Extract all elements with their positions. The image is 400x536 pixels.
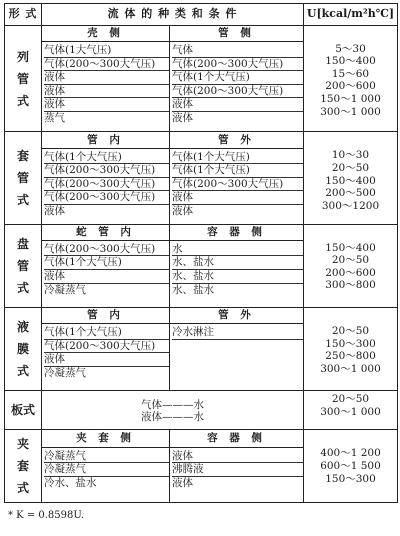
right-conditions [170, 41, 304, 132]
condition-line: 气体(1个大气压) [172, 71, 303, 85]
sub-left: 管 内 [42, 307, 170, 323]
condition-line: 气体(1大气压) [44, 44, 169, 58]
u-value: 300～1 000 [320, 105, 381, 118]
u-value: 300～1200 [321, 199, 380, 212]
condition-line: 液体 [172, 450, 303, 464]
condition-line [172, 352, 303, 365]
u-value: 200～500 [325, 187, 376, 200]
condition-line: 液体 [172, 477, 193, 490]
u-values [304, 391, 398, 430]
form-label [5, 132, 42, 224]
sub-right: 管 外 [170, 132, 304, 148]
condition-line: 气体 [172, 44, 303, 58]
footnote: * K = 0.8598U. [8, 510, 85, 521]
u-value: 150～400 [325, 174, 376, 187]
condition-line: 水 [172, 243, 303, 257]
left-conditions [42, 41, 170, 132]
u-values [304, 307, 398, 390]
condition-line: 蒸气 [44, 111, 65, 124]
condition-line: 气体(1个大气压) [44, 256, 169, 270]
form-text: 盘 管 式 [16, 236, 29, 295]
u-value: 5～30 [335, 42, 366, 55]
u-value: 150～400 [325, 55, 376, 68]
u-value: 300～1 000 [320, 362, 381, 375]
condition-line: 水、盐水 [172, 283, 214, 296]
u-value: 15～60 [331, 67, 370, 80]
condition-line: 气体(1个大气压) [172, 164, 303, 178]
left-conditions [42, 447, 170, 502]
sub-right: 管 外 [170, 307, 304, 323]
condition-line: 气体(1个大气压) [44, 326, 169, 340]
form-text: 液 膜 式 [16, 320, 29, 379]
condition-line: 沸腾液 [172, 463, 303, 477]
condition-line: 气体(200～300大气压) [44, 58, 169, 72]
header-row [5, 4, 398, 26]
heat-transfer-table [4, 3, 398, 503]
condition-line: 液体 [44, 270, 169, 284]
sub-left: 夹 套 侧 [42, 430, 170, 448]
condition-line: 冷凝蒸气 [44, 366, 86, 379]
u-value: 10～30 [331, 149, 370, 162]
condition-line [172, 340, 303, 353]
u-values [304, 430, 398, 503]
sub-right: 容 器 侧 [170, 430, 304, 448]
left-conditions [42, 148, 170, 224]
condition-line [172, 365, 303, 378]
section-subheader-row [5, 224, 398, 240]
condition-line: 冷凝蒸气 [44, 283, 86, 296]
u-value: 150～1 000 [320, 93, 381, 106]
form-text: 套 管 式 [16, 148, 29, 207]
u-value: 20～50 [331, 162, 370, 175]
sub-left: 管 内 [42, 132, 170, 148]
u-value: 400～1 200 [320, 447, 381, 460]
section-row [5, 391, 398, 430]
condition-line: 冷凝蒸气 [44, 450, 169, 464]
sub-left: 蛇 管 内 [42, 224, 170, 240]
u-value: 250～800 [325, 350, 376, 363]
section-subheader-row [5, 430, 398, 448]
plate-line: 液体———水 [141, 411, 204, 424]
u-value: 20～50 [331, 254, 370, 267]
form-text: 夹 套 式 [16, 437, 29, 496]
form-label [5, 307, 42, 390]
condition-line: 气体(1个大气压) [44, 151, 169, 165]
u-value: 20～50 [331, 324, 370, 337]
u-value: 300～800 [325, 279, 376, 292]
condition-line: 液体 [44, 85, 169, 99]
condition-line: 气体(200～300大气压) [44, 191, 169, 205]
plate-line: 气体———水 [141, 398, 204, 411]
condition-line: 气体(200～300大气压) [172, 85, 303, 99]
condition-line: 冷凝蒸气 [44, 463, 169, 477]
section-subheader-row [5, 132, 398, 148]
condition-line: 气体(200～300大气压) [44, 178, 169, 192]
plate-conditions [42, 391, 304, 430]
u-value: 150～300 [325, 472, 376, 485]
condition-line: 气体(200～300大气压) [172, 58, 303, 72]
header-form: 形 式 [5, 4, 42, 26]
sub-right: 管 侧 [170, 25, 304, 41]
condition-line: 液体 [172, 98, 303, 112]
sub-left: 壳 侧 [42, 25, 170, 41]
condition-line: 气体(200～300大气压) [44, 340, 169, 354]
u-value: 200～600 [325, 80, 376, 93]
section-subheader-row [5, 307, 398, 323]
left-conditions [42, 240, 170, 307]
left-conditions [42, 324, 170, 391]
u-value: 150～400 [325, 241, 376, 254]
form-text: 列 管 式 [16, 49, 29, 108]
u-values [304, 132, 398, 224]
u-value: 200～600 [325, 266, 376, 279]
header-u: U[kcal/m²h℃] [304, 4, 398, 26]
section-subheader-row [5, 25, 398, 41]
right-conditions [170, 447, 304, 502]
u-value: 150～300 [325, 337, 376, 350]
condition-line: 液体 [44, 205, 65, 218]
condition-line: 液体 [44, 71, 169, 85]
u-values [304, 224, 398, 307]
form-label [5, 25, 42, 132]
condition-line: 气体(200～300大气压) [172, 178, 303, 192]
condition-line: 液体 [44, 98, 169, 112]
u-value: 300～1 000 [320, 405, 381, 418]
u-value: 600～1 500 [320, 459, 381, 472]
form-label: 板式 [5, 391, 42, 430]
u-values [304, 25, 398, 132]
condition-line: 液体 [172, 111, 193, 124]
condition-line: 冷水、盐水 [44, 477, 97, 490]
condition-line: 水、盐水 [172, 270, 303, 284]
form-label [5, 224, 42, 307]
condition-line: 液体 [172, 205, 193, 218]
sub-right: 容 器 侧 [170, 224, 304, 240]
condition-line: 液体 [44, 353, 169, 367]
u-value: 20～50 [331, 393, 370, 406]
condition-line: 气体(200～300大气压) [44, 243, 169, 257]
right-conditions [170, 148, 304, 224]
condition-line: 液体 [172, 191, 303, 205]
condition-line: 水、盐水 [172, 256, 303, 270]
condition-line: 气体(1个大气压) [172, 151, 303, 165]
condition-line: 冷水淋注 [172, 326, 303, 340]
right-conditions [170, 240, 304, 307]
header-fluid: 流 体 的 种 类 和 条 件 [42, 4, 304, 26]
right-conditions [170, 324, 304, 391]
condition-line: 气体(200～300大气压) [44, 164, 169, 178]
form-label [5, 430, 42, 503]
